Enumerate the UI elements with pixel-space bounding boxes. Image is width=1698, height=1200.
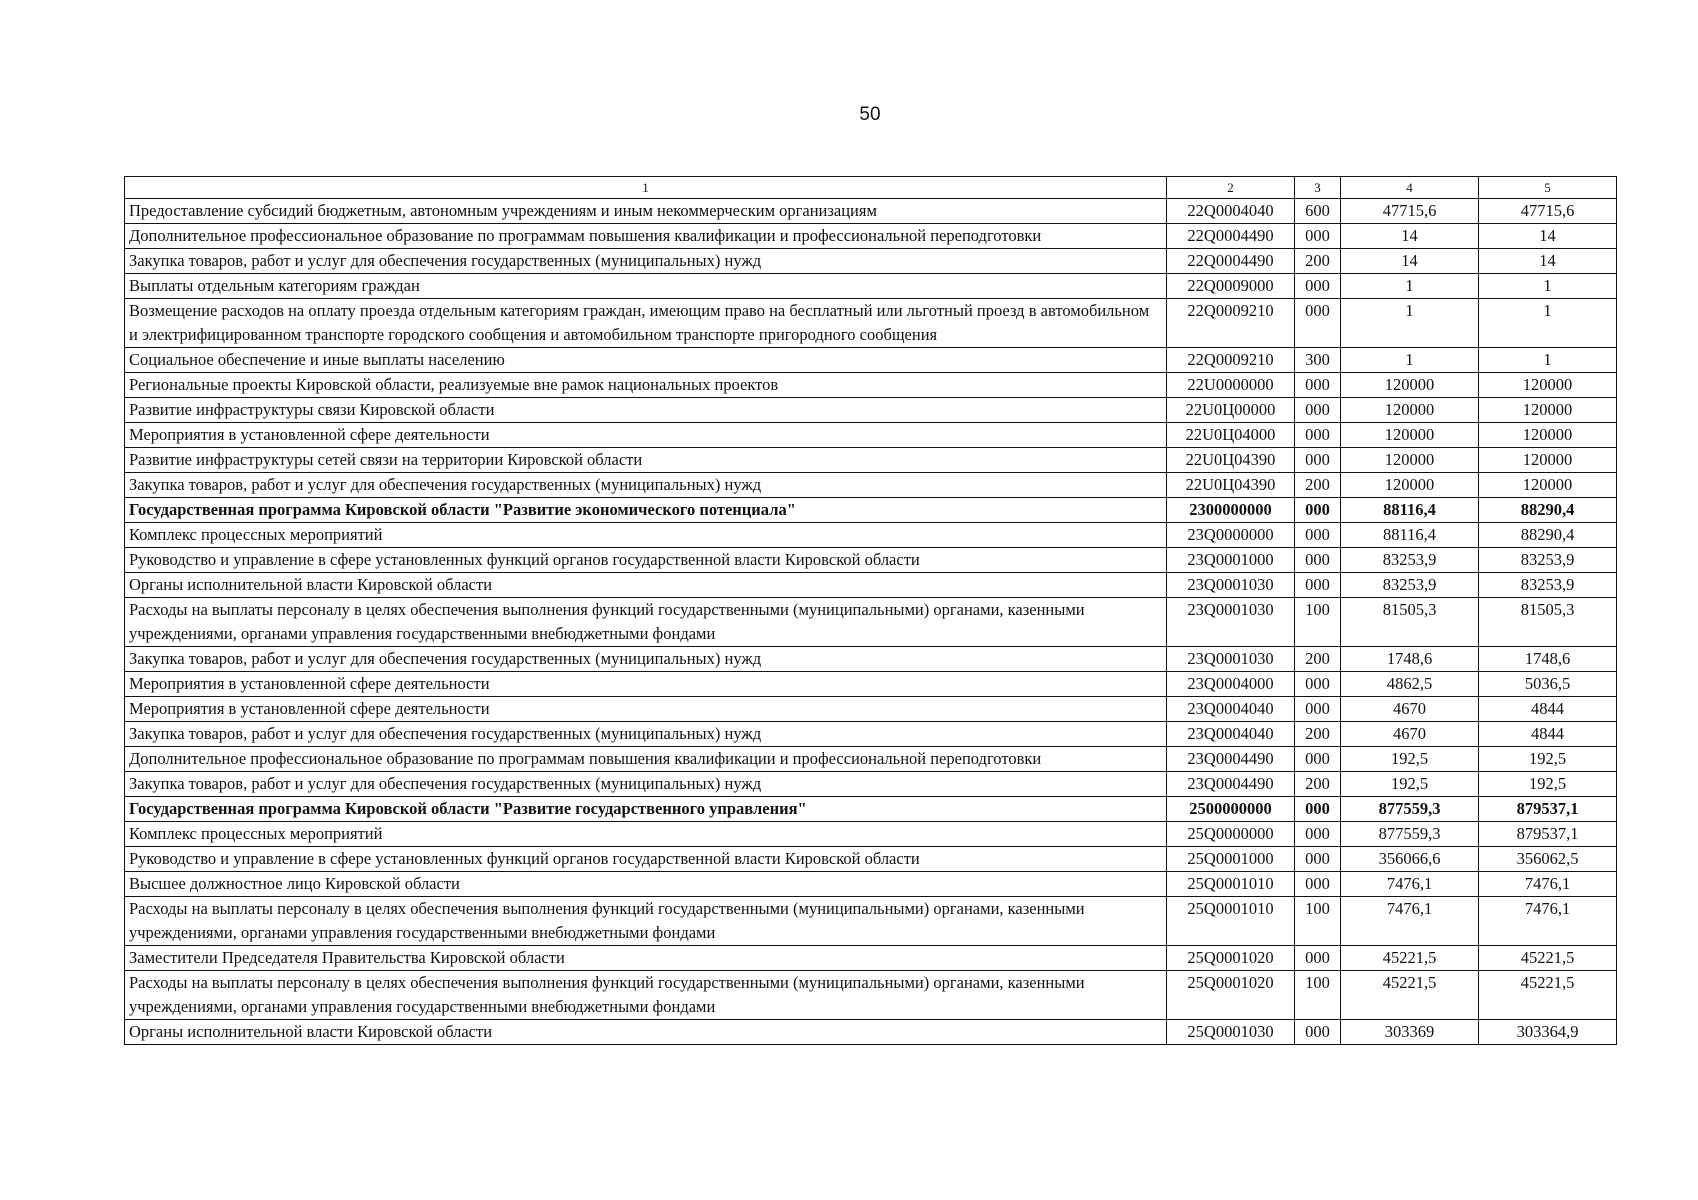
row-expense-type: 000 [1295, 797, 1341, 822]
row-amount-1: 303369 [1341, 1020, 1479, 1045]
row-amount-2: 120000 [1479, 423, 1617, 448]
row-expense-type: 000 [1295, 498, 1341, 523]
row-amount-1: 1748,6 [1341, 647, 1479, 672]
table-row [125, 797, 1617, 822]
table-row [125, 423, 1617, 448]
row-expense-type: 600 [1295, 199, 1341, 224]
row-target-code: 23Q0004490 [1167, 747, 1295, 772]
row-amount-2: 192,5 [1479, 772, 1617, 797]
row-amount-1: 4670 [1341, 697, 1479, 722]
row-expense-type: 100 [1295, 971, 1341, 1020]
table-row [125, 448, 1617, 473]
column-header-row [125, 177, 1617, 199]
row-description: Органы исполнительной власти Кировской области [125, 573, 1167, 598]
table-row [125, 473, 1617, 498]
row-amount-1: 83253,9 [1341, 573, 1479, 598]
table-row [125, 598, 1617, 647]
row-expense-type: 000 [1295, 423, 1341, 448]
row-expense-type: 000 [1295, 373, 1341, 398]
row-target-code: 23Q0004490 [1167, 772, 1295, 797]
row-description: Предоставление субсидий бюджетным, автономным учреждениям и иным некоммерческим организациям [125, 199, 1167, 224]
row-target-code: 23Q0004000 [1167, 672, 1295, 697]
row-description: Мероприятия в установленной сфере деятельности [125, 672, 1167, 697]
row-amount-1: 356066,6 [1341, 847, 1479, 872]
page-number: 50 [859, 104, 881, 125]
row-expense-type: 000 [1295, 224, 1341, 249]
row-description: Государственная программа Кировской области "Развитие экономического потенциала" [125, 498, 1167, 523]
row-amount-1: 4670 [1341, 722, 1479, 747]
table-row [125, 548, 1617, 573]
row-amount-1: 88116,4 [1341, 523, 1479, 548]
row-target-code: 22Q0004490 [1167, 249, 1295, 274]
row-amount-1: 81505,3 [1341, 598, 1479, 647]
row-amount-2: 14 [1479, 224, 1617, 249]
row-amount-2: 14 [1479, 249, 1617, 274]
row-target-code: 25Q0001010 [1167, 897, 1295, 946]
row-target-code: 23Q0001030 [1167, 647, 1295, 672]
budget-table [124, 176, 1617, 1045]
table-row [125, 971, 1617, 1020]
table-row [125, 1020, 1617, 1045]
row-expense-type: 200 [1295, 722, 1341, 747]
row-amount-2: 120000 [1479, 473, 1617, 498]
row-amount-2: 879537,1 [1479, 822, 1617, 847]
row-expense-type: 200 [1295, 249, 1341, 274]
row-description: Заместители Председателя Правительства Кировской области [125, 946, 1167, 971]
row-target-code: 22Q0009210 [1167, 299, 1295, 348]
row-expense-type: 200 [1295, 772, 1341, 797]
table-row [125, 722, 1617, 747]
row-amount-1: 7476,1 [1341, 872, 1479, 897]
row-amount-2: 45221,5 [1479, 946, 1617, 971]
row-amount-1: 192,5 [1341, 747, 1479, 772]
row-target-code: 25Q0001020 [1167, 946, 1295, 971]
row-description: Дополнительное профессиональное образование по программам повышения квалификации и профессиональной переподготовки [125, 224, 1167, 249]
row-amount-1: 1 [1341, 299, 1479, 348]
table-row [125, 398, 1617, 423]
table-row [125, 946, 1617, 971]
row-amount-2: 120000 [1479, 448, 1617, 473]
row-description: Дополнительное профессиональное образование по программам повышения квалификации и профессиональной переподготовки [125, 747, 1167, 772]
row-amount-2: 81505,3 [1479, 598, 1617, 647]
table-row [125, 897, 1617, 946]
row-target-code: 22Q0004490 [1167, 224, 1295, 249]
row-target-code: 25Q0001030 [1167, 1020, 1295, 1045]
row-description: Расходы на выплаты персоналу в целях обеспечения выполнения функций государственными (муниципальными) органами, казенными учреждениями, органами управления государственными внебюджетными фондами [125, 971, 1167, 1020]
row-description: Возмещение расходов на оплату проезда отдельным категориям граждан, имеющим право на бесплатный или льготный проезд в автомобильном и электрифицированном транспорте городского сообщения и автомобильном транспорте пригородного сообщения [125, 299, 1167, 348]
row-amount-1: 120000 [1341, 448, 1479, 473]
row-amount-2: 83253,9 [1479, 573, 1617, 598]
row-amount-2: 120000 [1479, 398, 1617, 423]
table-row [125, 747, 1617, 772]
row-amount-2: 4844 [1479, 722, 1617, 747]
table-row [125, 872, 1617, 897]
row-amount-1: 1 [1341, 348, 1479, 373]
row-description: Мероприятия в установленной сфере деятельности [125, 697, 1167, 722]
row-target-code: 22Q0009000 [1167, 274, 1295, 299]
row-expense-type: 000 [1295, 398, 1341, 423]
row-amount-2: 5036,5 [1479, 672, 1617, 697]
row-expense-type: 000 [1295, 946, 1341, 971]
row-description: Руководство и управление в сфере установленных функций органов государственной власти Кировской области [125, 548, 1167, 573]
row-description: Высшее должностное лицо Кировской области [125, 872, 1167, 897]
row-amount-2: 45221,5 [1479, 971, 1617, 1020]
column-header-code: 2 [1167, 177, 1295, 199]
row-description: Руководство и управление в сфере установленных функций органов государственной власти Кировской области [125, 847, 1167, 872]
table-row [125, 299, 1617, 348]
row-description: Органы исполнительной власти Кировской области [125, 1020, 1167, 1045]
row-description: Закупка товаров, работ и услуг для обеспечения государственных (муниципальных) нужд [125, 722, 1167, 747]
row-amount-2: 1 [1479, 274, 1617, 299]
row-expense-type: 100 [1295, 897, 1341, 946]
row-expense-type: 000 [1295, 672, 1341, 697]
row-target-code: 25Q0001020 [1167, 971, 1295, 1020]
row-target-code: 22Q0009210 [1167, 348, 1295, 373]
row-description: Комплекс процессных мероприятий [125, 523, 1167, 548]
row-amount-2: 7476,1 [1479, 872, 1617, 897]
row-target-code: 25Q0001010 [1167, 872, 1295, 897]
row-expense-type: 000 [1295, 448, 1341, 473]
row-amount-1: 14 [1341, 249, 1479, 274]
row-amount-2: 120000 [1479, 373, 1617, 398]
row-expense-type: 200 [1295, 647, 1341, 672]
column-header-amount-2: 5 [1479, 177, 1617, 199]
row-amount-1: 4862,5 [1341, 672, 1479, 697]
row-amount-2: 83253,9 [1479, 548, 1617, 573]
row-expense-type: 000 [1295, 847, 1341, 872]
table-row [125, 772, 1617, 797]
row-description: Региональные проекты Кировской области, реализуемые вне рамок национальных проектов [125, 373, 1167, 398]
row-amount-2: 192,5 [1479, 747, 1617, 772]
table-row [125, 373, 1617, 398]
row-description: Закупка товаров, работ и услуг для обеспечения государственных (муниципальных) нужд [125, 647, 1167, 672]
row-amount-1: 14 [1341, 224, 1479, 249]
row-amount-2: 4844 [1479, 697, 1617, 722]
column-header-expense-type: 3 [1295, 177, 1341, 199]
table-row [125, 822, 1617, 847]
table-row [125, 647, 1617, 672]
row-amount-1: 877559,3 [1341, 797, 1479, 822]
row-target-code: 2300000000 [1167, 498, 1295, 523]
row-description: Развитие инфраструктуры связи Кировской области [125, 398, 1167, 423]
row-description: Закупка товаров, работ и услуг для обеспечения государственных (муниципальных) нужд [125, 772, 1167, 797]
row-target-code: 22U0Ц00000 [1167, 398, 1295, 423]
row-target-code: 22U0Ц04390 [1167, 448, 1295, 473]
row-description: Расходы на выплаты персоналу в целях обеспечения выполнения функций государственными (муниципальными) органами, казенными учреждениями, органами управления государственными внебюджетными фондами [125, 897, 1167, 946]
table-row [125, 523, 1617, 548]
row-description: Социальное обеспечение и иные выплаты населению [125, 348, 1167, 373]
row-expense-type: 300 [1295, 348, 1341, 373]
row-target-code: 23Q0001000 [1167, 548, 1295, 573]
row-expense-type: 000 [1295, 573, 1341, 598]
row-amount-1: 120000 [1341, 423, 1479, 448]
row-amount-1: 192,5 [1341, 772, 1479, 797]
row-amount-1: 45221,5 [1341, 946, 1479, 971]
table-row [125, 348, 1617, 373]
row-description: Закупка товаров, работ и услуг для обеспечения государственных (муниципальных) нужд [125, 249, 1167, 274]
row-expense-type: 100 [1295, 598, 1341, 647]
row-target-code: 23Q0001030 [1167, 573, 1295, 598]
row-target-code: 23Q0000000 [1167, 523, 1295, 548]
row-amount-2: 88290,4 [1479, 523, 1617, 548]
row-expense-type: 000 [1295, 822, 1341, 847]
budget-table-body [125, 177, 1617, 1045]
row-expense-type: 000 [1295, 548, 1341, 573]
row-amount-2: 303364,9 [1479, 1020, 1617, 1045]
row-amount-2: 7476,1 [1479, 897, 1617, 946]
row-description: Государственная программа Кировской области "Развитие государственного управления" [125, 797, 1167, 822]
row-description: Расходы на выплаты персоналу в целях обеспечения выполнения функций государственными (муниципальными) органами, казенными учреждениями, органами управления государственными внебюджетными фондами [125, 598, 1167, 647]
row-description: Выплаты отдельным категориям граждан [125, 274, 1167, 299]
row-expense-type: 000 [1295, 747, 1341, 772]
row-amount-2: 1748,6 [1479, 647, 1617, 672]
table-row [125, 672, 1617, 697]
row-expense-type: 000 [1295, 872, 1341, 897]
row-amount-1: 45221,5 [1341, 971, 1479, 1020]
row-amount-2: 47715,6 [1479, 199, 1617, 224]
row-amount-1: 877559,3 [1341, 822, 1479, 847]
row-amount-2: 88290,4 [1479, 498, 1617, 523]
row-target-code: 22U0000000 [1167, 373, 1295, 398]
table-row [125, 573, 1617, 598]
table-row [125, 697, 1617, 722]
row-expense-type: 000 [1295, 1020, 1341, 1045]
row-target-code: 25Q0001000 [1167, 847, 1295, 872]
row-amount-2: 879537,1 [1479, 797, 1617, 822]
column-header-amount-1: 4 [1341, 177, 1479, 199]
row-description: Закупка товаров, работ и услуг для обеспечения государственных (муниципальных) нужд [125, 473, 1167, 498]
row-description: Мероприятия в установленной сфере деятельности [125, 423, 1167, 448]
table-row [125, 199, 1617, 224]
row-amount-2: 1 [1479, 299, 1617, 348]
row-target-code: 2500000000 [1167, 797, 1295, 822]
table-row [125, 498, 1617, 523]
table-row [125, 224, 1617, 249]
row-amount-2: 1 [1479, 348, 1617, 373]
row-target-code: 23Q0004040 [1167, 722, 1295, 747]
row-amount-1: 83253,9 [1341, 548, 1479, 573]
row-target-code: 22U0Ц04390 [1167, 473, 1295, 498]
row-expense-type: 200 [1295, 473, 1341, 498]
row-expense-type: 000 [1295, 274, 1341, 299]
row-amount-1: 1 [1341, 274, 1479, 299]
row-description: Развитие инфраструктуры сетей связи на территории Кировской области [125, 448, 1167, 473]
row-expense-type: 000 [1295, 697, 1341, 722]
row-amount-1: 120000 [1341, 373, 1479, 398]
row-amount-2: 356062,5 [1479, 847, 1617, 872]
row-expense-type: 000 [1295, 299, 1341, 348]
row-amount-1: 120000 [1341, 398, 1479, 423]
row-target-code: 22Q0004040 [1167, 199, 1295, 224]
row-amount-1: 7476,1 [1341, 897, 1479, 946]
table-row [125, 249, 1617, 274]
row-amount-1: 47715,6 [1341, 199, 1479, 224]
row-description: Комплекс процессных мероприятий [125, 822, 1167, 847]
table-row [125, 847, 1617, 872]
row-target-code: 23Q0004040 [1167, 697, 1295, 722]
row-amount-1: 88116,4 [1341, 498, 1479, 523]
row-expense-type: 000 [1295, 523, 1341, 548]
row-target-code: 22U0Ц04000 [1167, 423, 1295, 448]
column-header-description: 1 [125, 177, 1167, 199]
row-amount-1: 120000 [1341, 473, 1479, 498]
row-target-code: 25Q0000000 [1167, 822, 1295, 847]
row-target-code: 23Q0001030 [1167, 598, 1295, 647]
table-row [125, 274, 1617, 299]
